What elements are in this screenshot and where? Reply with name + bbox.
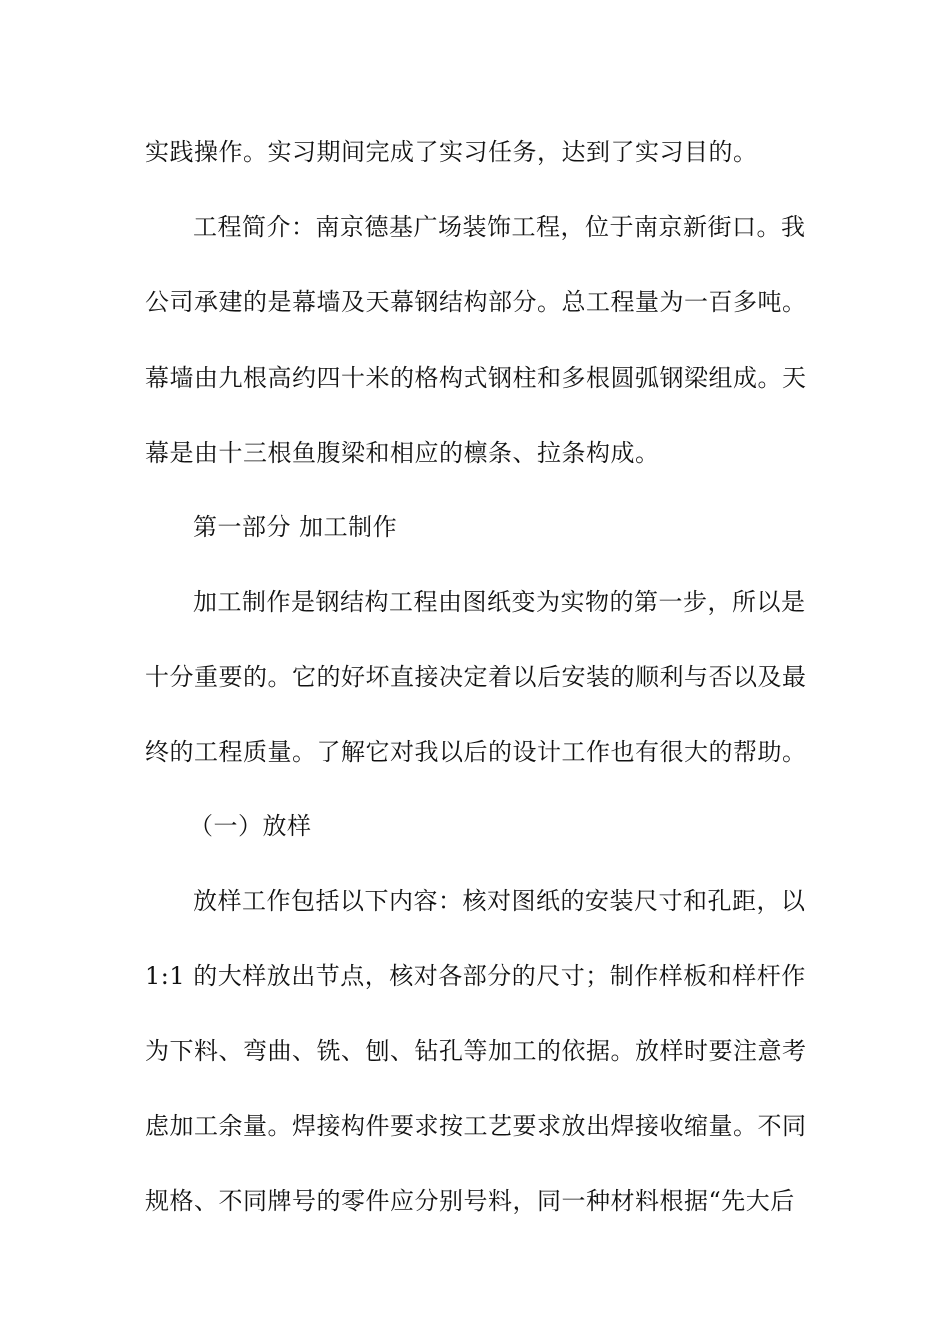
subsection-heading: （一）放样 bbox=[189, 812, 312, 840]
text-line: 工程简介：南京德基广场装饰工程，位于南京新街口。我 bbox=[193, 213, 806, 241]
text-line: 实践操作。实习期间完成了实习任务，达到了实习目的。 bbox=[145, 138, 758, 166]
text-line: 为下料、弯曲、铣、刨、钻孔等加工的依据。放样时要注意考 bbox=[145, 1037, 807, 1065]
text-line: 规格、不同牌号的零件应分别号料，同一种材料根据“先大后 bbox=[145, 1187, 795, 1215]
text-line: 1:1 的大样放出节点，核对各部分的尺寸；制作样板和样杆作 bbox=[145, 962, 806, 990]
text-line: 幕墙由九根高约四十米的格构式钢柱和多根圆弧钢梁组成。天 bbox=[145, 364, 807, 392]
text-line: 放样工作包括以下内容：核对图纸的安装尺寸和孔距，以 bbox=[193, 887, 806, 915]
text-line: 虑加工余量。焊接构件要求按工艺要求放出焊接收缩量。不同 bbox=[145, 1112, 807, 1140]
text-line: 加工制作是钢结构工程由图纸变为实物的第一步，所以是 bbox=[193, 588, 806, 616]
text-line: 十分重要的。它的好坏直接决定着以后安装的顺利与否以及最 bbox=[145, 663, 807, 691]
section-heading: 第一部分 加工制作 bbox=[193, 513, 398, 541]
text-line: 公司承建的是幕墙及天幕钢结构部分。总工程量为一百多吨。 bbox=[145, 288, 807, 316]
text-line: 终的工程质量。了解它对我以后的设计工作也有很大的帮助。 bbox=[145, 738, 807, 766]
text-line: 幕是由十三根鱼腹梁和相应的檩条、拉条构成。 bbox=[145, 439, 660, 467]
